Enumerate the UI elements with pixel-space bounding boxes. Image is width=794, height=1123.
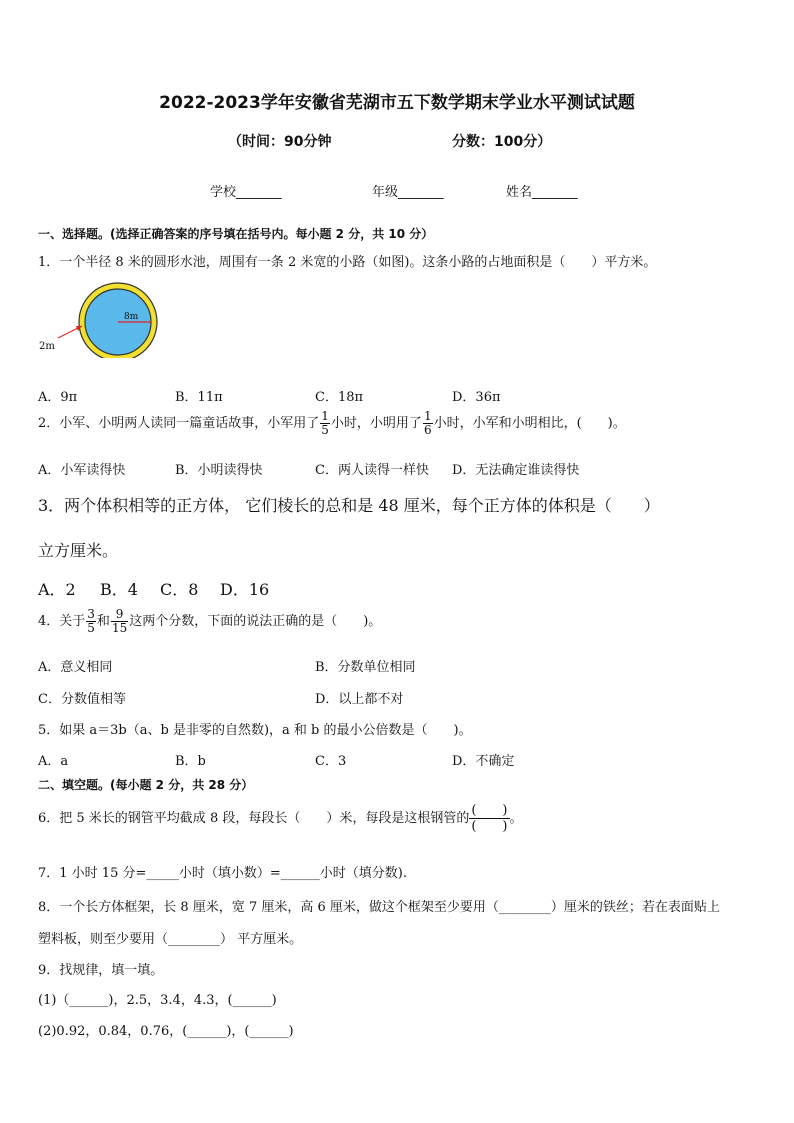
question-7-text: 7．1 小时 15 分=_____小时（填小数）=______小时（填分数). <box>38 866 407 881</box>
question-9-text: 9．找规律，填一填。 <box>38 963 164 978</box>
name-field[interactable]: 姓名_______ <box>506 185 578 200</box>
question-5-text: 5．如果 a＝3b（a、b 是非零的自然数)，a 和 b 的最小公倍数是（ )。 <box>38 723 472 738</box>
q3-option-b[interactable]: B．4 <box>100 580 138 599</box>
q5-option-b[interactable]: B．b <box>175 754 206 769</box>
question-8-line-1: 8．一个长方体框架，长 8 厘米，宽 7 厘米，高 6 厘米，做这个框架至少要用（________）厘米的铁丝；若在表面贴上 <box>38 900 720 915</box>
q2-fraction-2: $\frac{1}{6}$ <box>423 409 432 437</box>
q2-option-b[interactable]: B．小明读得快 <box>175 463 263 478</box>
q1-option-a[interactable]: A．9π <box>38 390 78 405</box>
q5-option-c[interactable]: C．3 <box>315 754 347 769</box>
inner-radius-label: 8m <box>124 312 139 322</box>
pool-figure <box>36 278 168 358</box>
q4-part3: 这两个分数，下面的说法正确的是（ )。 <box>129 614 382 629</box>
q6-end: 。 <box>509 811 523 826</box>
q4-part2: 和 <box>96 614 110 629</box>
question-3-line-2: 立方厘米。 <box>38 541 119 560</box>
q2-option-d[interactable]: D．无法确定谁读得快 <box>452 463 580 478</box>
q4-option-b[interactable]: B．分数单位相同 <box>315 660 416 675</box>
q4-part1: 4．关于 <box>38 614 86 629</box>
school-field[interactable]: 学校_______ <box>210 185 282 200</box>
question-6-text <box>38 803 523 834</box>
q5-option-a[interactable]: A．a <box>38 754 69 769</box>
q4-option-a[interactable]: A．意义相同 <box>38 660 113 675</box>
question-1-text: 1．一个半径 8 米的圆形水池，周围有一条 2 米宽的小路（如图)。这条小路的占地面积是（ ）平方米。 <box>38 255 657 270</box>
q6-body: 6．把 5 米长的钢管平均截成 8 段，每段长（ ）米，每段是这根钢管的 <box>38 811 470 826</box>
q2-part1: 2．小军、小明两人读同一篇童话故事，小军用了 <box>38 416 320 431</box>
q2-part3: 小时，小军和小明相比，( )。 <box>433 416 626 431</box>
q1-option-c[interactable]: C．18π <box>315 390 364 405</box>
q4-fraction-2: $\frac{9}{15}$ <box>111 607 128 635</box>
outer-width-label: 2m <box>39 341 55 352</box>
section-heading-fill: 二、填空题。(每小题 2 分，共 28 分） <box>38 778 254 792</box>
question-4-text <box>38 608 381 635</box>
q6-answer-fraction[interactable]: ( ) ( ) <box>471 803 508 834</box>
section-heading-choice: 一、选择题。(选择正确答案的序号填在括号内。每小题 2 分，共 10 分） <box>38 227 434 241</box>
question-8-line-2: 塑料板，则至少要用（________） 平方厘米。 <box>38 932 303 947</box>
q3-option-d[interactable]: D．16 <box>220 580 270 599</box>
question-3-line-1: 3．两个体积相等的正方体， 它们棱长的总和是 48 厘米，每个正方体的体积是（ ） <box>38 496 660 515</box>
q4-option-c[interactable]: C．分数值相等 <box>38 692 126 707</box>
q2-fraction-1: $\frac{1}{5}$ <box>321 409 329 437</box>
exam-time: （时间：90分钟 <box>228 134 332 150</box>
q1-option-b[interactable]: B．11π <box>175 390 223 405</box>
q2-option-a[interactable]: A．小军读得快 <box>38 463 126 478</box>
question-9-line-1: (1)（______)，2.5，3.4，4.3，(______) <box>38 993 277 1008</box>
q2-option-c[interactable]: C．两人读得一样快 <box>315 463 429 478</box>
question-9-line-2: (2)0.92，0.84，0.76，(______)，(______) <box>38 1024 294 1039</box>
q2-part2: 小时，小明用了 <box>330 416 422 431</box>
q5-option-d[interactable]: D．不确定 <box>452 754 515 769</box>
page-title: 2022-2023学年安徽省芜湖市五下数学期末学业水平测试试题 <box>159 93 635 113</box>
q4-option-d[interactable]: D．以上都不对 <box>315 692 404 707</box>
exam-score: 分数：100分） <box>452 134 552 150</box>
q4-fraction-1: $\frac{3}{5}$ <box>87 607 95 635</box>
question-2-text <box>38 410 626 437</box>
q1-option-d[interactable]: D．36π <box>452 390 501 405</box>
q3-option-c[interactable]: C．8 <box>160 580 199 599</box>
grade-field[interactable]: 年级_______ <box>372 185 444 200</box>
q3-option-a[interactable]: A．2 <box>38 580 76 599</box>
